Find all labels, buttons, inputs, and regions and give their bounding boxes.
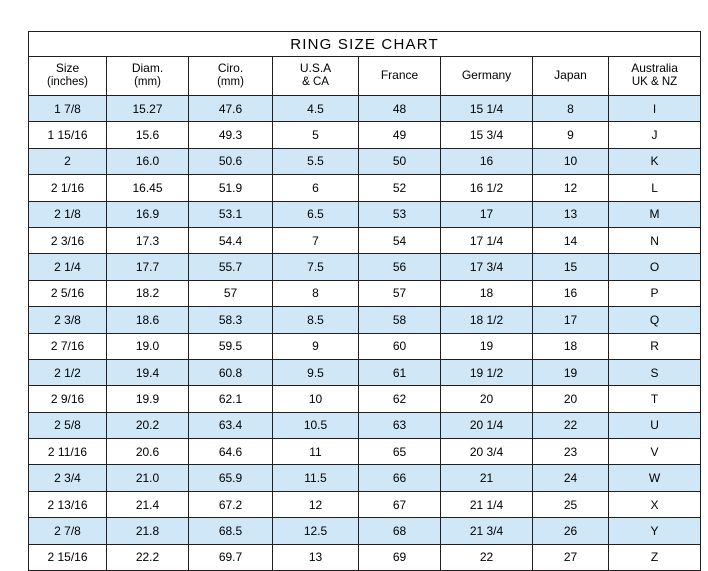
table-cell: 22.2 bbox=[107, 544, 189, 570]
table-cell: 48 bbox=[359, 96, 441, 122]
table-cell: 12 bbox=[273, 491, 359, 517]
table-cell: 49.3 bbox=[189, 122, 273, 148]
table-cell: O bbox=[609, 254, 701, 280]
table-cell: 16.9 bbox=[107, 201, 189, 227]
table-cell: 19.4 bbox=[107, 359, 189, 385]
column-header-6 bbox=[533, 57, 609, 96]
table-cell: 2 1/2 bbox=[29, 359, 107, 385]
table-cell: 60.8 bbox=[189, 359, 273, 385]
table-cell: 2 9/16 bbox=[29, 386, 107, 412]
table-cell: 68.5 bbox=[189, 518, 273, 544]
table-cell: 25 bbox=[533, 491, 609, 517]
table-cell: 16.45 bbox=[107, 175, 189, 201]
table-cell: 21.4 bbox=[107, 491, 189, 517]
title-row bbox=[29, 32, 701, 57]
table-row bbox=[29, 148, 701, 174]
table-cell: 7 bbox=[273, 227, 359, 253]
table-cell: 67 bbox=[359, 491, 441, 517]
table-cell: U bbox=[609, 412, 701, 438]
table-cell: 2 13/16 bbox=[29, 491, 107, 517]
table-cell: 6 bbox=[273, 175, 359, 201]
table-cell: 11 bbox=[273, 439, 359, 465]
table-cell: 8 bbox=[273, 280, 359, 306]
table-cell: 58.3 bbox=[189, 307, 273, 333]
table-cell: S bbox=[609, 359, 701, 385]
table-cell: 21.8 bbox=[107, 518, 189, 544]
table-cell: 61 bbox=[359, 359, 441, 385]
table-cell: I bbox=[609, 96, 701, 122]
table-row bbox=[29, 227, 701, 253]
table-row bbox=[29, 254, 701, 280]
table-cell: 16 bbox=[533, 280, 609, 306]
table-cell: 54.4 bbox=[189, 227, 273, 253]
table-cell: 16 1/2 bbox=[441, 175, 533, 201]
table-cell: 17.7 bbox=[107, 254, 189, 280]
table-cell: 2 3/8 bbox=[29, 307, 107, 333]
table-cell: 63.4 bbox=[189, 412, 273, 438]
table-cell: 21 1/4 bbox=[441, 491, 533, 517]
column-header-2 bbox=[189, 57, 273, 96]
table-row bbox=[29, 465, 701, 491]
table-cell: 56 bbox=[359, 254, 441, 280]
table-cell: 13 bbox=[273, 544, 359, 570]
column-header-line2: (mm) bbox=[217, 76, 244, 89]
table-cell: 64.6 bbox=[189, 439, 273, 465]
column-header-0 bbox=[29, 57, 107, 96]
table-cell: 17 bbox=[441, 201, 533, 227]
table-cell: 19.0 bbox=[107, 333, 189, 359]
table-row bbox=[29, 412, 701, 438]
table-cell: 54 bbox=[359, 227, 441, 253]
table-cell: 15 bbox=[533, 254, 609, 280]
table-cell: 20.6 bbox=[107, 439, 189, 465]
table-cell: 59.5 bbox=[189, 333, 273, 359]
column-header-line1: U.S.A bbox=[299, 61, 332, 76]
table-row bbox=[29, 307, 701, 333]
table-cell: 18.6 bbox=[107, 307, 189, 333]
table-cell: 18 bbox=[441, 280, 533, 306]
column-header-line2: (inches) bbox=[47, 76, 88, 89]
column-header-5 bbox=[441, 57, 533, 96]
table-row bbox=[29, 359, 701, 385]
table-cell: 21 3/4 bbox=[441, 518, 533, 544]
table-cell: 55.7 bbox=[189, 254, 273, 280]
table-row bbox=[29, 439, 701, 465]
column-header-line1: Germany bbox=[461, 68, 512, 83]
table-cell: 9 bbox=[273, 333, 359, 359]
column-header-line1: Diam. bbox=[131, 61, 164, 76]
table-cell: 63 bbox=[359, 412, 441, 438]
table-cell: 17.3 bbox=[107, 227, 189, 253]
table-cell: 15 1/4 bbox=[441, 96, 533, 122]
table-cell: N bbox=[609, 227, 701, 253]
column-header-line2: & CA bbox=[302, 76, 329, 89]
table-cell: 2 5/8 bbox=[29, 412, 107, 438]
table-cell: 53.1 bbox=[189, 201, 273, 227]
table-cell: 2 7/8 bbox=[29, 518, 107, 544]
table-cell: 24 bbox=[533, 465, 609, 491]
table-cell: 8 bbox=[533, 96, 609, 122]
column-header-7 bbox=[609, 57, 701, 96]
table-cell: W bbox=[609, 465, 701, 491]
table-cell: 9.5 bbox=[273, 359, 359, 385]
table-cell: 53 bbox=[359, 201, 441, 227]
table-row bbox=[29, 544, 701, 570]
table-cell: 2 7/16 bbox=[29, 333, 107, 359]
table-cell: 10 bbox=[533, 148, 609, 174]
ring-size-chart bbox=[28, 31, 680, 571]
table-cell: 13 bbox=[533, 201, 609, 227]
table-header-row bbox=[29, 57, 701, 96]
table-cell: 23 bbox=[533, 439, 609, 465]
table-cell: 20.2 bbox=[107, 412, 189, 438]
table-cell: 17 1/4 bbox=[441, 227, 533, 253]
table-cell: 12.5 bbox=[273, 518, 359, 544]
table-cell: 1 7/8 bbox=[29, 96, 107, 122]
table-row bbox=[29, 518, 701, 544]
table-row bbox=[29, 201, 701, 227]
table-row bbox=[29, 96, 701, 122]
table-row bbox=[29, 386, 701, 412]
column-header-line2: UK & NZ bbox=[631, 76, 678, 89]
table-cell: 62 bbox=[359, 386, 441, 412]
table-cell: 6.5 bbox=[273, 201, 359, 227]
table-cell: 26 bbox=[533, 518, 609, 544]
table-cell: 2 3/4 bbox=[29, 465, 107, 491]
column-header-line1: Japan bbox=[554, 68, 587, 83]
table-cell: 2 5/16 bbox=[29, 280, 107, 306]
table-cell: 16.0 bbox=[107, 148, 189, 174]
table-cell: 2 15/16 bbox=[29, 544, 107, 570]
table-cell: 27 bbox=[533, 544, 609, 570]
table-cell: 7.5 bbox=[273, 254, 359, 280]
table-cell: 69 bbox=[359, 544, 441, 570]
table-cell: 19 bbox=[441, 333, 533, 359]
table-cell: 58 bbox=[359, 307, 441, 333]
table-cell: 19 1/2 bbox=[441, 359, 533, 385]
table-cell: 18 bbox=[533, 333, 609, 359]
table-cell: 10 bbox=[273, 386, 359, 412]
table-cell: 50 bbox=[359, 148, 441, 174]
table-cell: 50.6 bbox=[189, 148, 273, 174]
table-cell: 21.0 bbox=[107, 465, 189, 491]
table-row bbox=[29, 280, 701, 306]
table-cell: 8.5 bbox=[273, 307, 359, 333]
table-cell: 66 bbox=[359, 465, 441, 491]
table-cell: 2 3/16 bbox=[29, 227, 107, 253]
table-cell: 69.7 bbox=[189, 544, 273, 570]
column-header-line2: (mm) bbox=[134, 76, 161, 89]
table-cell: T bbox=[609, 386, 701, 412]
table-cell: 18 1/2 bbox=[441, 307, 533, 333]
table-cell: 2 1/16 bbox=[29, 175, 107, 201]
table-cell: 22 bbox=[441, 544, 533, 570]
table-cell: 49 bbox=[359, 122, 441, 148]
table-cell: V bbox=[609, 439, 701, 465]
table-cell: 65 bbox=[359, 439, 441, 465]
page-title: RING SIZE CHART bbox=[29, 32, 701, 57]
table-row bbox=[29, 175, 701, 201]
table-cell: 15.27 bbox=[107, 96, 189, 122]
table-cell: 65.9 bbox=[189, 465, 273, 491]
table-cell: X bbox=[609, 491, 701, 517]
table-cell: 10.5 bbox=[273, 412, 359, 438]
table-cell: 19.9 bbox=[107, 386, 189, 412]
table-cell: L bbox=[609, 175, 701, 201]
table-cell: R bbox=[609, 333, 701, 359]
table-cell: 51.9 bbox=[189, 175, 273, 201]
table-cell: 1 15/16 bbox=[29, 122, 107, 148]
table-cell: 14 bbox=[533, 227, 609, 253]
column-header-3 bbox=[273, 57, 359, 96]
table-cell: Y bbox=[609, 518, 701, 544]
column-header-line1: France bbox=[380, 68, 419, 83]
ring-size-table bbox=[28, 31, 701, 571]
table-cell: P bbox=[609, 280, 701, 306]
table-cell: M bbox=[609, 201, 701, 227]
table-cell: 52 bbox=[359, 175, 441, 201]
table-cell: 68 bbox=[359, 518, 441, 544]
table-cell: J bbox=[609, 122, 701, 148]
column-header-1 bbox=[107, 57, 189, 96]
table-cell: 62.1 bbox=[189, 386, 273, 412]
table-cell: 11.5 bbox=[273, 465, 359, 491]
table-cell: 12 bbox=[533, 175, 609, 201]
table-cell: 57 bbox=[359, 280, 441, 306]
table-cell: 22 bbox=[533, 412, 609, 438]
table-row bbox=[29, 333, 701, 359]
table-cell: 18.2 bbox=[107, 280, 189, 306]
column-header-4 bbox=[359, 57, 441, 96]
table-cell: 20 bbox=[441, 386, 533, 412]
table-cell: 2 11/16 bbox=[29, 439, 107, 465]
table-cell: 4.5 bbox=[273, 96, 359, 122]
table-cell: 2 1/4 bbox=[29, 254, 107, 280]
table-cell: Q bbox=[609, 307, 701, 333]
table-cell: 15.6 bbox=[107, 122, 189, 148]
table-row bbox=[29, 491, 701, 517]
table-cell: 20 1/4 bbox=[441, 412, 533, 438]
table-cell: 2 1/8 bbox=[29, 201, 107, 227]
column-header-line1: Size bbox=[55, 61, 80, 76]
table-cell: 19 bbox=[533, 359, 609, 385]
table-row bbox=[29, 122, 701, 148]
table-cell: 5.5 bbox=[273, 148, 359, 174]
table-cell: 2 bbox=[29, 148, 107, 174]
table-cell: 15 3/4 bbox=[441, 122, 533, 148]
table-cell: 67.2 bbox=[189, 491, 273, 517]
table-cell: 21 bbox=[441, 465, 533, 491]
table-cell: 9 bbox=[533, 122, 609, 148]
table-cell: 57 bbox=[189, 280, 273, 306]
table-cell: 60 bbox=[359, 333, 441, 359]
column-header-line1: Australia bbox=[631, 61, 678, 76]
table-cell: Z bbox=[609, 544, 701, 570]
table-cell: K bbox=[609, 148, 701, 174]
table-cell: 20 3/4 bbox=[441, 439, 533, 465]
table-cell: 17 3/4 bbox=[441, 254, 533, 280]
table-cell: 5 bbox=[273, 122, 359, 148]
table-cell: 17 bbox=[533, 307, 609, 333]
column-header-line1: Ciro. bbox=[217, 61, 244, 76]
table-cell: 20 bbox=[533, 386, 609, 412]
table-cell: 47.6 bbox=[189, 96, 273, 122]
table-cell: 16 bbox=[441, 148, 533, 174]
